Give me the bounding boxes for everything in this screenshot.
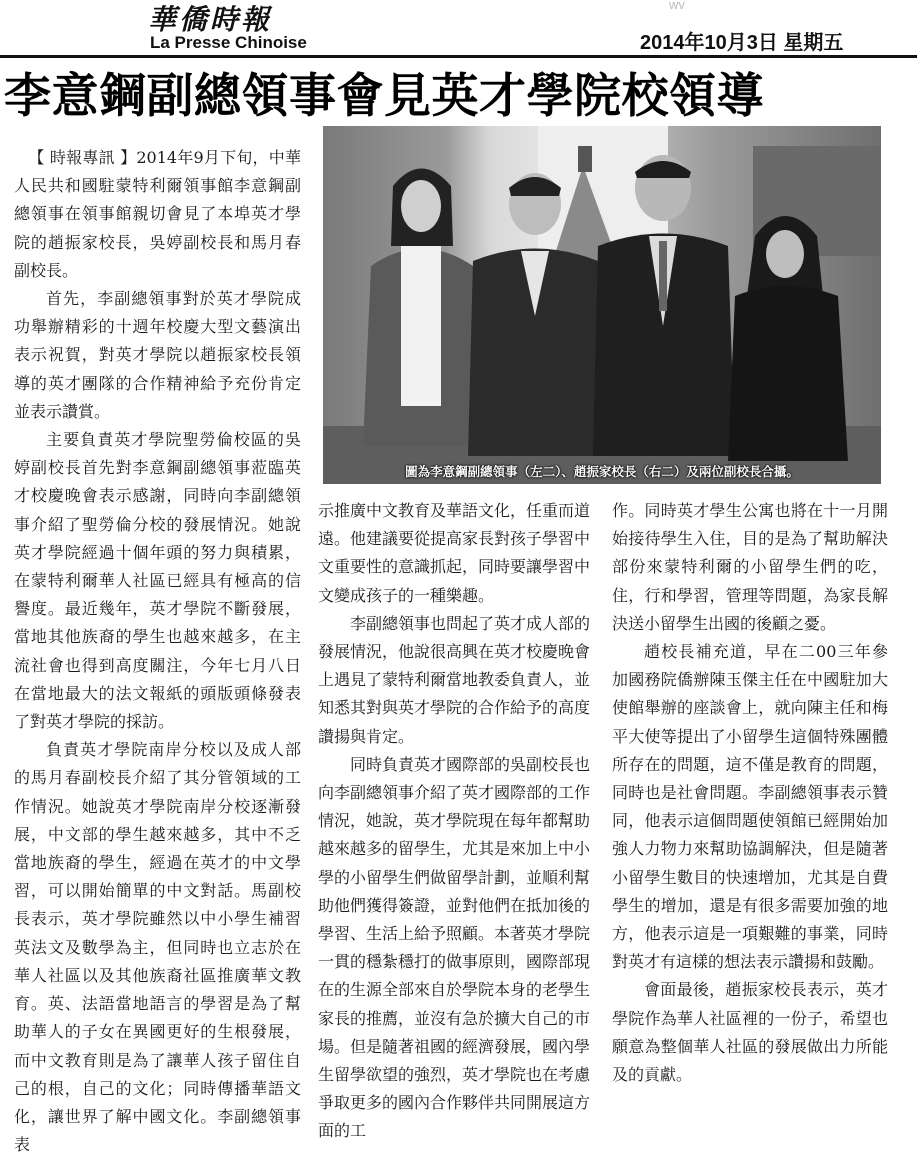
article-column-right (612, 497, 888, 1089)
article-column-middle (318, 497, 590, 1146)
paragraph: 趙校長補充道，早在二00三年參加國務院僑辦陳玉傑主任在中國駐加大使館舉辦的座談會上，就向陳主任和梅平大使等提出了小留學生這個特殊團體所存在的問題，這不僅是教育的問題，同時也是社會問題。李副總領事表示贊同，他表示這個問題使領館已經開始加強人力物力來幫助協調解決，但是隨著小留學生數目的快速增加，尤其是自費學生的增加，還是有很多需要加強的地方，他表示這是一項艱難的事業，同時對英才有這樣的想法表示讚揚和鼓勵。 (612, 642, 888, 972)
paragraph: 同時負責英才國際部的吳副校長也向李副總領事介紹了英才國際部的工作情況，她說，英才學院現在每年都幫助越來越多的留學生，尤其是來加上中小學的小留學生們做留學計劃，並順利幫助他們獲得簽證，並對他們在抵加後的學習、生活上給予照顧。本著英才學院一貫的穩紮穩打的做事原則，國際部現在的生源全部來自於學院本身的老學生家長的推薦，並沒有急於擴大自己的市場。但是隨著祖國的經濟發展，國內學生留學欲望的強烈，英才學院也在考慮爭取更多的國內合作夥伴共同開展這方面的工 (318, 754, 591, 1141)
paragraph: 負責英才學院南岸分校以及成人部的馬月春副校長介紹了其分管領域的工作情況。她說英才學院南岸分校逐漸發展，中文部的學生越來越多，其中不乏當地族裔的學生，經過在英才的中文學習，可以開始簡單的中文對話。馬副校長表示，英才學院雖然以中小學生補習英法文及數學為主，但同時也立志於在華人社區以及其他族裔社區推廣華文教育。英、法語當地語言的學習是為了幫助華人的子女在異國更好的生根發展，而中文教育則是為了讓華人孩子留住自己的根，自己的文化；同時傳播華語文化，讓世界了解中國文化。李副總領事表 (14, 740, 301, 1155)
photo-illustration (323, 126, 881, 484)
article-column-left (14, 144, 301, 1159)
article-headline: 李意鋼副總領事會見英才學院校領導 (4, 69, 764, 124)
newspaper-logo-chinese: 華僑時報 (148, 3, 273, 36)
article-photo (323, 126, 881, 484)
paragraph: 主要負責英才學院聖勞倫校區的吳婷副校長首先對李意鋼副總領事蒞臨英才校慶晚會表示感謝，同時向李副總領事介紹了聖勞倫分校的發展情況。她說英才學院經過十個年頭的努力與積累，在蒙特利爾華人社區已經具有極高的信譽度。最近幾年，英才學院不斷發展，當地其他族裔的學生也越來越多，在主流社會也得到高度關注，今年七月八日在當地最大的法文報紙的頭版頭條發表了對英才學院的採訪。 (14, 430, 301, 732)
newspaper-logo-french: La Presse Chinoise (150, 33, 307, 52)
paragraph: 示推廣中文教育及華語文化，任重而道遠。他建議要從提高家長對孩子學習中文重要性的意識抓起，同時要讓學習中文變成孩子的一種樂趣。 (318, 501, 591, 605)
paragraph: 李副總領事也問起了英才成人部的發展情況，他說很高興在英才校慶晚會上遇見了蒙特利爾當地教委負責人，並知悉其對與英才學院的合作給予的高度讚揚與肯定。 (318, 613, 591, 746)
paragraph: 會面最後，趙振家校長表示，英才學院作為華人社區裡的一份子，希望也願意為整個華人社區的發展做出力所能及的貢獻。 (612, 980, 888, 1085)
issue-date: 2014年10月3日 星期五 (640, 32, 844, 54)
paragraph: 【 時報專訊 】2014年9月下旬，中華人民共和國駐蒙特利爾領事館李意鋼副總領事在領事館親切會見了本埠英才學院的趙振家校長，吳婷副校長和馬月春副校長。 (14, 148, 301, 280)
paragraph: 首先，李副總領事對於英才學院成功舉辦精彩的十週年校慶大型文藝演出表示祝賀，對英才學院以趙振家校長領導的英才團隊的合作精神給予充份肯定並表示讚賞。 (14, 289, 301, 421)
paragraph: 作。同時英才學生公寓也將在十一月開始接待學生入住，目的是為了幫助解決部份來蒙特利爾的小留學生們的吃，住，行和學習，管理等問題，為家長解決送小留學生出國的後顧之憂。 (612, 501, 888, 633)
watermark-text: wv (669, 0, 685, 12)
masthead-rule (0, 55, 917, 58)
photo-caption: 圖為李意鋼副總領事（左二）、趙振家校長（右二）及兩位副校長合攝。 (405, 464, 799, 479)
masthead (0, 0, 917, 58)
